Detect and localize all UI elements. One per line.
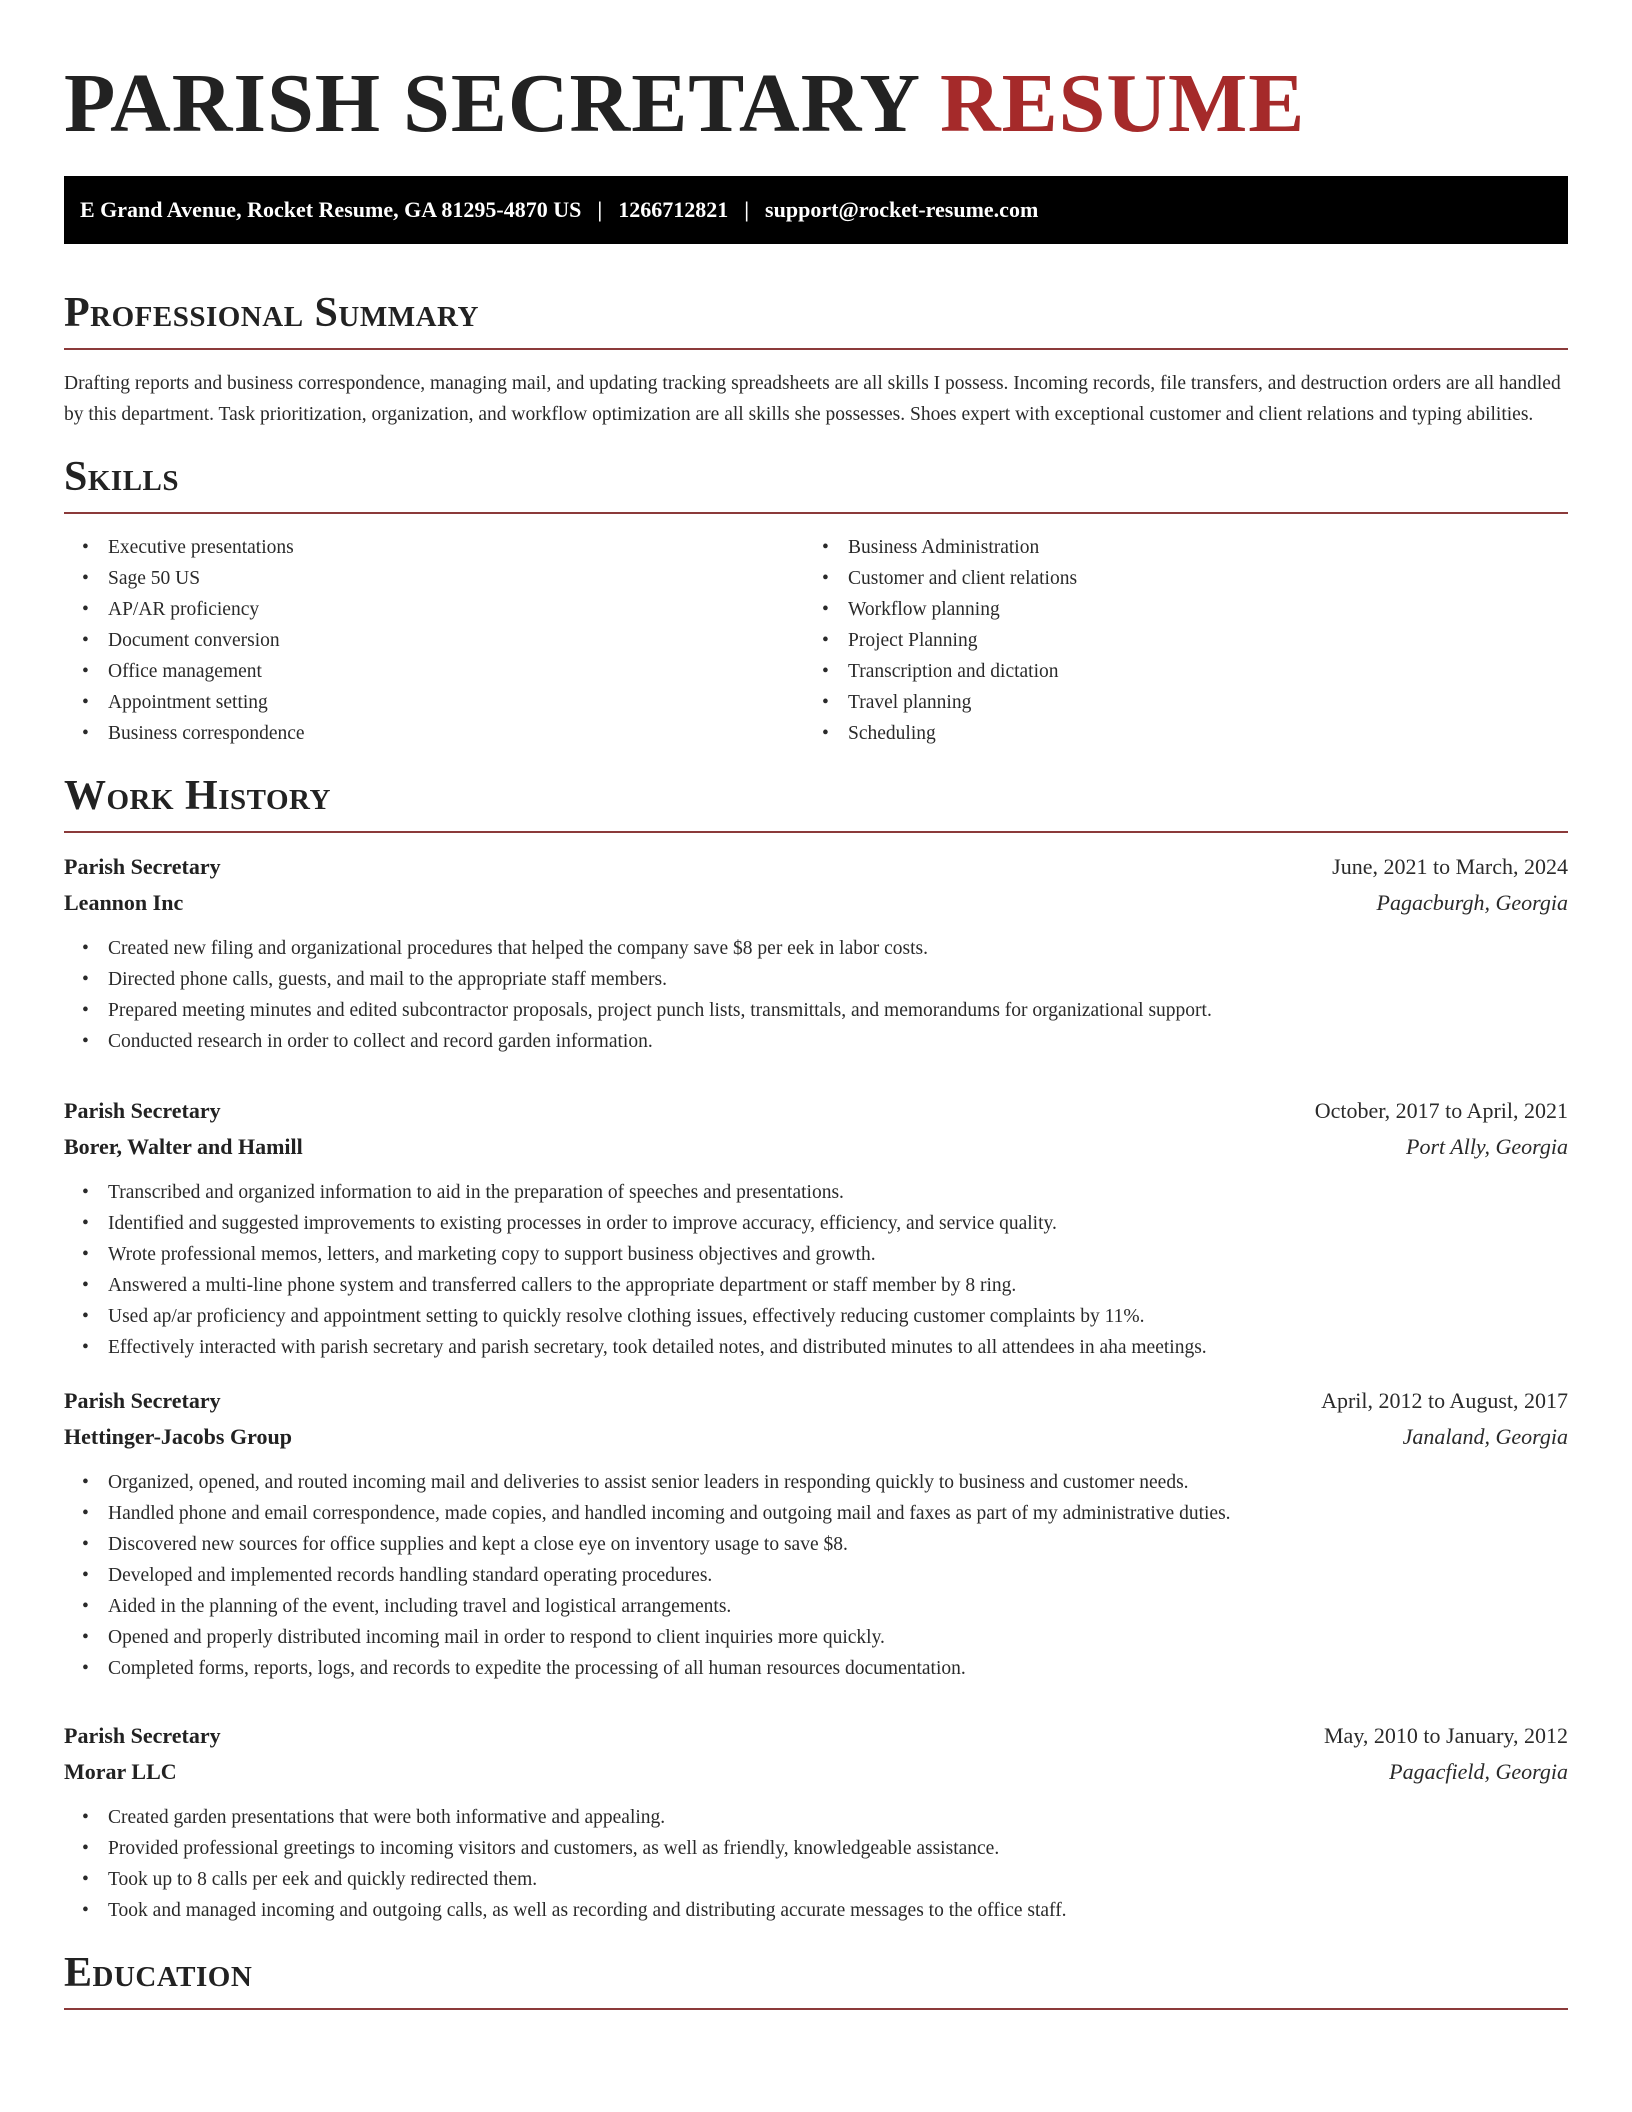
work-history-section — [64, 771, 1568, 1926]
skills-columns — [64, 514, 1568, 749]
job-dates: June, 2021 to March, 2024 — [1332, 854, 1568, 879]
job-company: Hettinger-Jacobs Group — [64, 1424, 292, 1449]
skills-heading: Skills — [64, 454, 180, 500]
skills-list-left — [64, 532, 804, 749]
skill-item: • Transcription and dictation — [822, 661, 1059, 682]
skills-list-right — [804, 532, 1544, 749]
job-header-row — [64, 849, 1568, 885]
job-title: Parish Secretary — [64, 1388, 221, 1413]
job-location: Pagacburgh, Georgia — [1376, 890, 1568, 915]
skill-item: • Project Planning — [822, 630, 978, 651]
skill-item: • Travel planning — [822, 692, 972, 713]
skill-item: • Customer and client relations — [822, 568, 1078, 589]
duty-item: • Developed and implemented records handling standard operating procedures. — [82, 1565, 713, 1586]
job-entry — [64, 1718, 1568, 1926]
contact-separator: | — [744, 197, 750, 222]
skill-item: • Scheduling — [822, 723, 936, 744]
skill-item: • Appointment setting — [82, 692, 268, 713]
skill-item: • Office management — [82, 661, 262, 682]
section-divider — [64, 2008, 1568, 2010]
education-section — [64, 1948, 1568, 2010]
duty-item: • Directed phone calls, guests, and mail to the appropriate staff members. — [82, 969, 668, 990]
job-company-row — [64, 885, 1568, 921]
duty-item: • Wrote professional memos, letters, and marketing copy to support business objectives and growth. — [82, 1244, 876, 1265]
job-location: Janaland, Georgia — [1402, 1424, 1568, 1449]
title-accent: RESUME — [939, 57, 1306, 150]
duty-item: • Identified and suggested improvements to existing processes in order to improve accuracy, efficiency, and service quality. — [82, 1213, 1057, 1234]
resume-page — [64, 0, 1568, 2010]
job-company-row — [64, 1419, 1568, 1455]
duty-item: • Took and managed incoming and outgoing calls, as well as recording and distributing accurate messages to the office staff. — [82, 1900, 1067, 1921]
skills-section — [64, 452, 1568, 749]
duty-item: • Opened and properly distributed incoming mail in order to respond to client inquiries more quickly. — [82, 1627, 885, 1648]
summary-text: Drafting reports and business correspondence, managing mail, and updating tracking spreadsheets are all skills I possess. Incoming records, file transfers, and destruction orders are all handled by this department. Task prioritization, organization, and workflow optimization are all skills she possesses. Shoes expert with exceptional customer and client relations and typing abilities. — [64, 373, 1561, 425]
duty-item: • Handled phone and email correspondence, made copies, and handled incoming and outgoing mail and faxes as part of my administrative duties. — [82, 1503, 1231, 1524]
skill-item: • Workflow planning — [822, 599, 1000, 620]
duty-item: • Discovered new sources for office supplies and kept a close eye on inventory usage to save $8. — [82, 1534, 848, 1555]
job-company: Morar LLC — [64, 1759, 177, 1784]
skill-item: • Executive presentations — [82, 537, 294, 558]
work-history-heading: Work History — [64, 773, 331, 819]
job-header-row — [64, 1383, 1568, 1419]
job-duties — [64, 1802, 1568, 1926]
contact-address: E Grand Avenue, Rocket Resume, GA 81295-4870 US — [80, 197, 582, 222]
job-entry — [64, 1093, 1568, 1363]
job-company: Leannon Inc — [64, 890, 184, 915]
skill-item: • Business correspondence — [82, 723, 305, 744]
duty-item: • Effectively interacted with parish secretary and parish secretary, took detailed notes, and distributed minutes to all attendees in aha meetings. — [82, 1337, 1207, 1358]
duty-item: • Created garden presentations that were both informative and appealing. — [82, 1807, 666, 1828]
job-company: Borer, Walter and Hamill — [64, 1134, 303, 1159]
contact-bar — [64, 176, 1568, 244]
section-divider — [64, 348, 1568, 350]
skill-item: • AP/AR proficiency — [82, 599, 260, 620]
skill-item: • Document conversion — [82, 630, 280, 651]
job-location: Port Ally, Georgia — [1406, 1134, 1568, 1159]
skill-item: • Sage 50 US — [82, 568, 201, 589]
duty-item: • Aided in the planning of the event, including travel and logistical arrangements. — [82, 1596, 732, 1617]
job-dates: October, 2017 to April, 2021 — [1314, 1098, 1568, 1123]
contact-phone: 1266712821 — [618, 197, 729, 222]
duty-item: • Transcribed and organized information to aid in the preparation of speeches and presentations. — [82, 1182, 844, 1203]
duty-item: • Took up to 8 calls per eek and quickly redirected them. — [82, 1869, 538, 1890]
contact-email: support@rocket-resume.com — [765, 197, 1039, 222]
contact-separator: | — [597, 197, 603, 222]
resume-title — [64, 0, 1568, 148]
section-divider — [64, 831, 1568, 833]
job-dates: May, 2010 to January, 2012 — [1324, 1723, 1568, 1748]
duty-item: • Prepared meeting minutes and edited subcontractor proposals, project punch lists, transmittals, and memorandums for organizational support. — [82, 1000, 1212, 1021]
job-entry — [64, 849, 1568, 1057]
duty-item: • Completed forms, reports, logs, and records to expedite the processing of all human resources documentation. — [82, 1658, 966, 1679]
duty-item: • Conducted research in order to collect and record garden information. — [82, 1031, 653, 1052]
duty-item: • Used ap/ar proficiency and appointment setting to quickly resolve clothing issues, effectively reducing customer complaints by 11%. — [82, 1306, 1145, 1327]
duty-item: • Provided professional greetings to incoming visitors and customers, as well as friendly, knowledgeable assistance. — [82, 1838, 1000, 1859]
summary-heading: Professional Summary — [64, 290, 479, 336]
job-duties — [64, 933, 1568, 1057]
job-entry — [64, 1383, 1568, 1684]
skill-item: • Business Administration — [822, 537, 1040, 558]
title-main: PARISH SECRETARY — [64, 57, 918, 150]
job-location: Pagacfield, Georgia — [1389, 1759, 1568, 1784]
duty-item: • Organized, opened, and routed incoming mail and deliveries to assist senior leaders in responding quickly to business and customer needs. — [82, 1472, 1189, 1493]
summary-section — [64, 288, 1568, 430]
job-header-row — [64, 1093, 1568, 1129]
job-title: Parish Secretary — [64, 854, 221, 879]
job-duties — [64, 1177, 1568, 1363]
job-dates: April, 2012 to August, 2017 — [1321, 1388, 1568, 1413]
duty-item: • Answered a multi-line phone system and transferred callers to the appropriate department or staff member by 8 ring. — [82, 1275, 1017, 1296]
job-title: Parish Secretary — [64, 1098, 221, 1123]
job-duties — [64, 1467, 1568, 1684]
job-company-row — [64, 1129, 1568, 1165]
job-company-row — [64, 1754, 1568, 1790]
job-header-row — [64, 1718, 1568, 1754]
job-title: Parish Secretary — [64, 1723, 221, 1748]
education-heading: Education — [64, 1950, 253, 1996]
duty-item: • Created new filing and organizational procedures that helped the company save $8 per eek in labor costs. — [82, 938, 928, 959]
